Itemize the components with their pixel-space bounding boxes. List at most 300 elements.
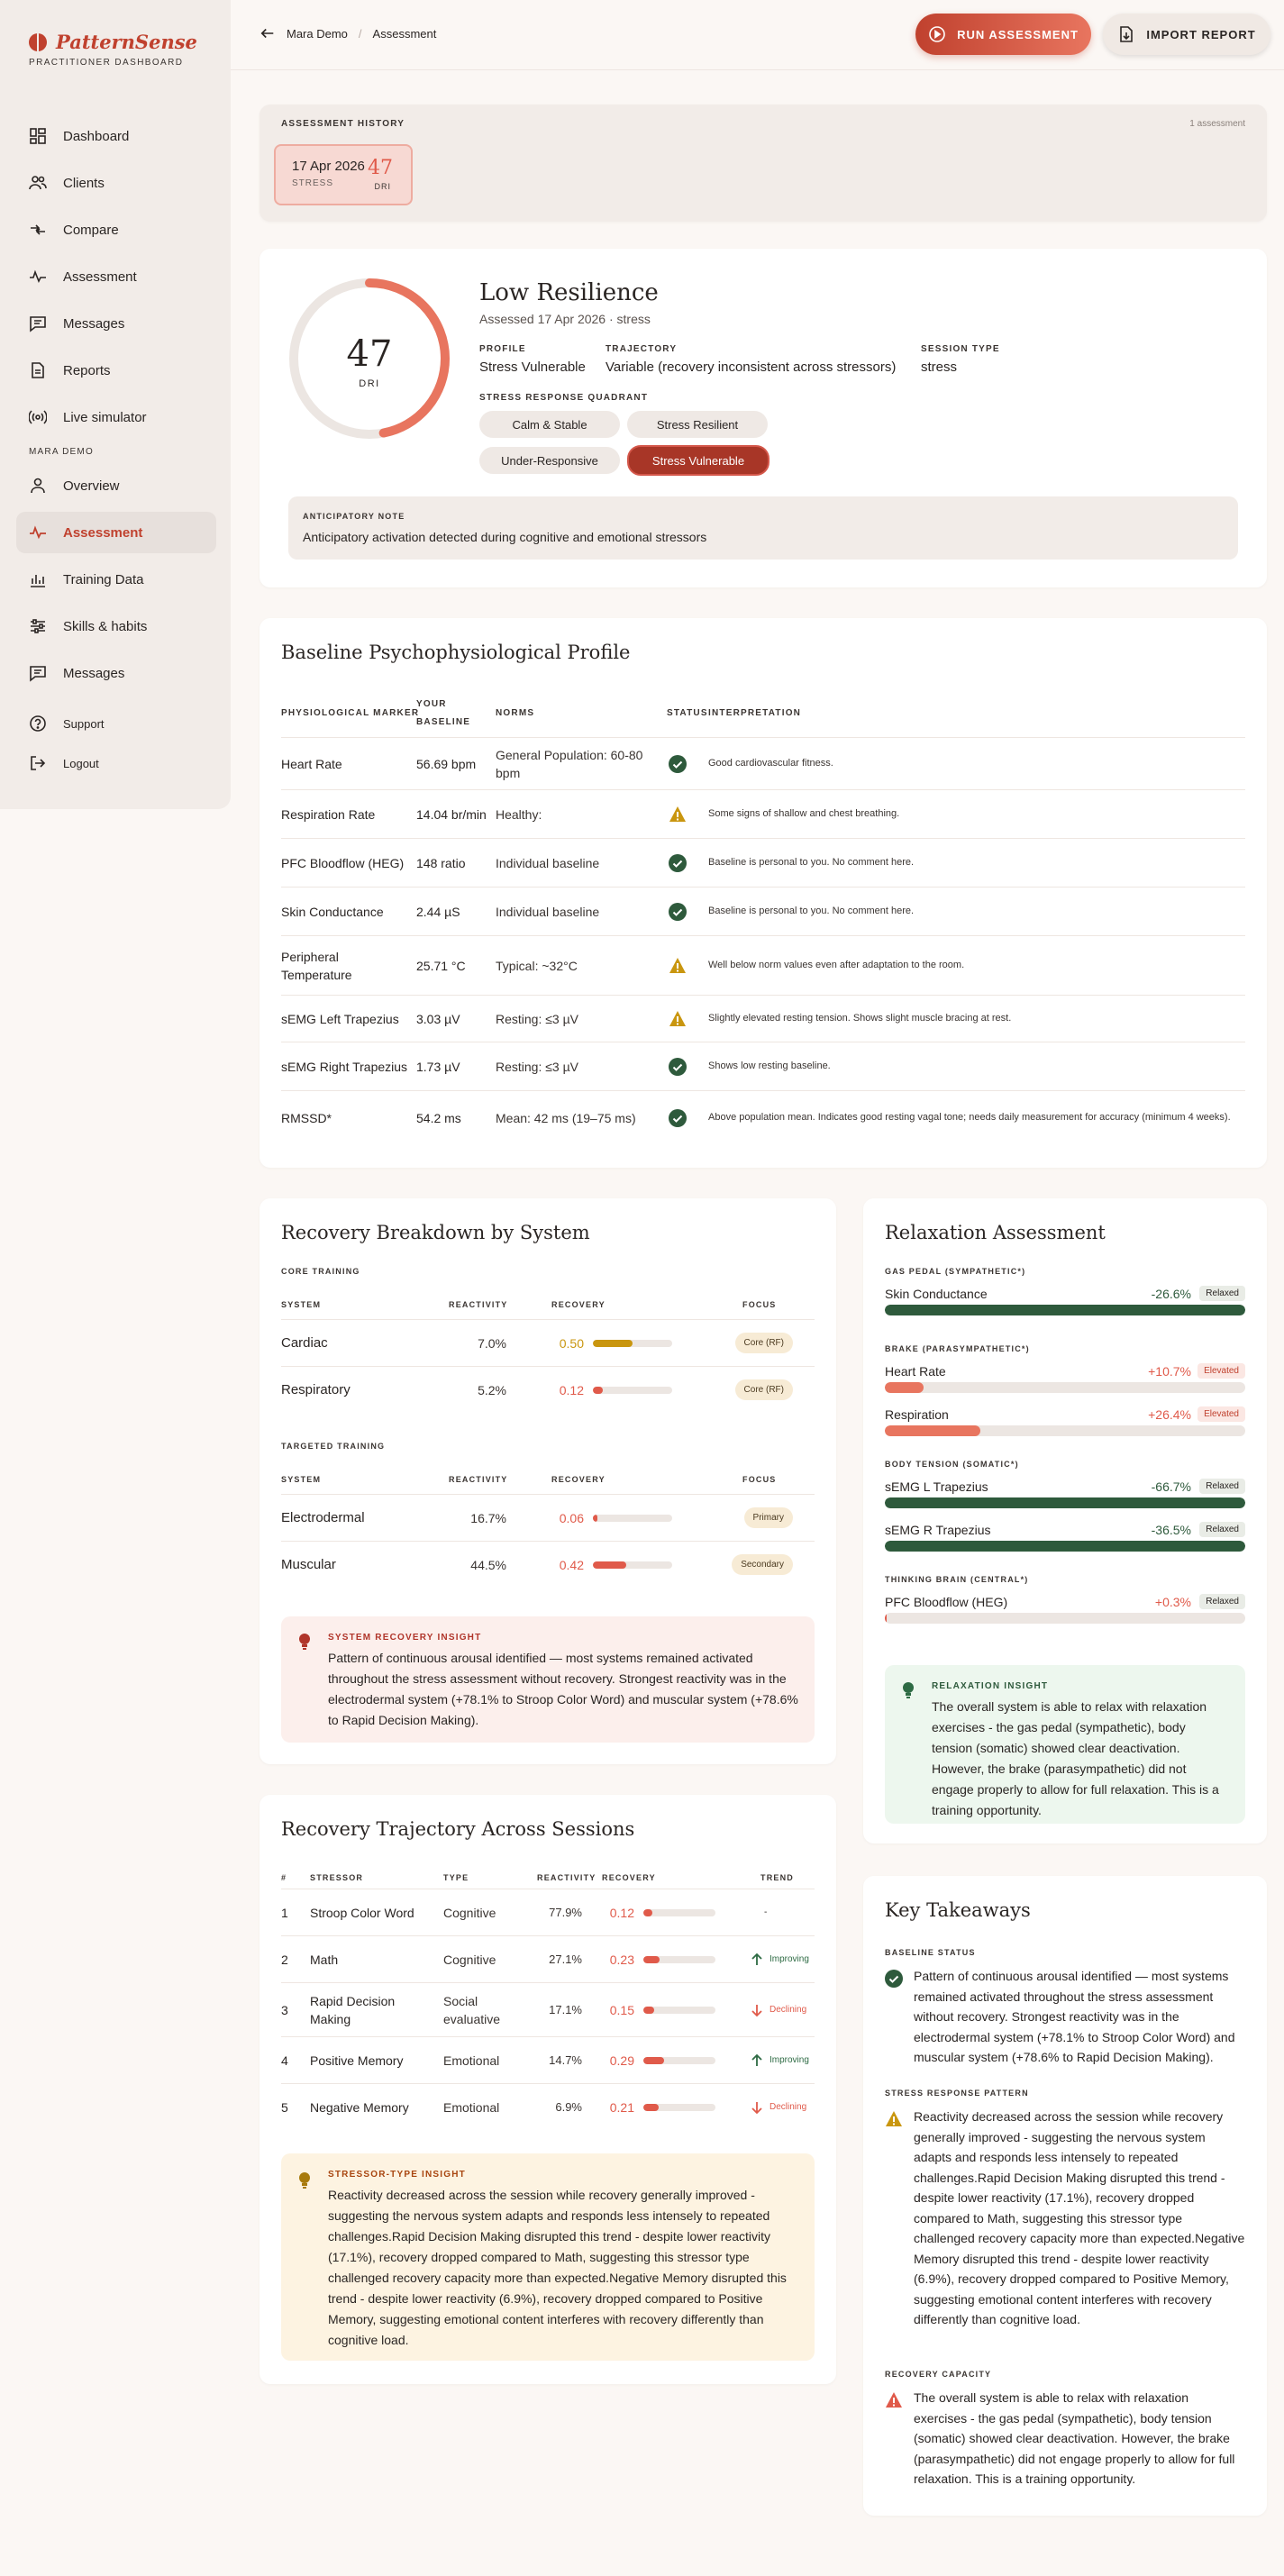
baseline-value: 25.71 °C: [416, 958, 466, 973]
nav-label: Dashboard: [63, 128, 130, 144]
nav-label: Logout: [63, 756, 99, 770]
recovery-bar: [593, 1515, 672, 1522]
reactivity-value: 16.7%: [470, 1510, 506, 1525]
trend-label: Declining: [769, 2102, 807, 2112]
relax-metric-value: -66.7%: [1151, 1479, 1191, 1494]
relaxation-title: Relaxation Assessment: [885, 1222, 1106, 1243]
check-circle-icon: [885, 1970, 903, 1988]
relax-metric-name: Heart Rate: [885, 1364, 946, 1379]
insight-text: Reactivity decreased across the session while recovery generally improved - suggesting the nervous system adapts and responds less intensely to repeated challenges.Rapid Decision Making disrupted this trend - despite lower reactivity (17.1%), recovery dropped compared to Math, suggesting this stressor type challenged recovery capacity more than expected.Negative Memory disrupted this trend - despite lower reactivity (6.9%), recovery dropped compared to Positive Memory, suggesting emotional content interferes with recovery differently than cognitive load.: [328, 2188, 787, 2347]
takeaway-text: Reactivity decreased across the session while recovery generally improved - suggesting the nervous system adapts and responds less intensely to repeated challenges.Rapid Decision Making disrupted this trend - despite lower reactivity (17.1%), recovery dropped compared to Math, suggesting this stressor type challenged recovery capacity more than expected.Negative Memory disrupted this trend - despite lower reactivity (6.9%), recovery dropped compared to Positive Memory, suggesting emotional content interferes with recovery differently than cognitive load.: [914, 2109, 1245, 2326]
reactivity-value: 5.2%: [478, 1382, 506, 1397]
run-assessment-label: RUN ASSESSMENT: [957, 27, 1079, 41]
takeaway-text: The overall system is able to relax with relaxation exercises - the gas pedal (sympathetic), body tension (somatic) showed clear deactivation. However, the brake (parasympathetic) did not engage properly to allow for full relaxation. This is a training opportunity.: [914, 2390, 1235, 2486]
focus-badge: Core (RF): [735, 1333, 793, 1353]
recovery-bar-fill: [593, 1515, 597, 1522]
col-stressor: STRESSOR: [310, 1873, 364, 1882]
recovery-bar-fill: [593, 1340, 633, 1347]
quadrant-label: STRESS RESPONSE QUADRANT: [479, 393, 649, 403]
history-label: ASSESSMENT HISTORY: [281, 119, 405, 129]
note-label: ANTICIPATORY NOTE: [303, 512, 405, 521]
relax-bar: [885, 1382, 1245, 1393]
report-icon: [29, 361, 47, 379]
interpretation-text: Slightly elevated resting tension. Shows slight muscle bracing at rest.: [708, 1013, 1012, 1024]
takeaway-label: BASELINE STATUS: [885, 1948, 976, 1957]
reactivity-value: 27.1%: [549, 1952, 582, 1966]
nav-label: Reports: [63, 362, 111, 378]
nav-clients[interactable]: [16, 162, 216, 204]
takeaway-text: Pattern of continuous arousal identified — most systems remained activated throughout the stress assessment without recovery. Strongest reactivity was in the electrodermal system (+78.1% to Stroop Color Word) and muscular system (+78.6% to Rapid Decision Making).: [914, 1969, 1235, 2064]
baseline-value: 148 ratio: [416, 855, 466, 870]
recovery-bar-fill: [643, 1909, 652, 1916]
broadcast-icon: [29, 408, 47, 426]
dri-gauge: [287, 276, 452, 441]
nav-label: Clients: [63, 175, 105, 191]
takeaway-label: RECOVERY CAPACITY: [885, 2370, 992, 2379]
stressor-name: Positive Memory: [310, 2053, 404, 2068]
norm-value: Resting: ≤3 µV: [496, 1059, 579, 1074]
recovery-bar: [643, 1909, 715, 1916]
system-recovery-insight: [281, 1616, 815, 1743]
relax-status-badge: Relaxed: [1199, 1522, 1245, 1537]
recovery-bar: [643, 2007, 715, 2014]
status-indicator: [669, 755, 687, 773]
col-reactivity: REACTIVITY: [537, 1873, 596, 1882]
top-bar: [231, 0, 1284, 70]
arrow-up-icon: [750, 1952, 764, 1967]
relax-bar-fill: [885, 1305, 1245, 1315]
norm-value: Healthy:: [496, 806, 542, 822]
grid-icon: [29, 127, 47, 145]
reactivity-value: 44.5%: [470, 1557, 506, 1572]
col-system: SYSTEM: [281, 1475, 322, 1484]
dri-score: 47: [346, 333, 393, 375]
relax-group-label: GAS PEDAL (SYMPATHETIC*): [885, 1267, 1026, 1276]
import-report-button[interactable]: [1103, 14, 1270, 55]
trajectory-row: [281, 1889, 815, 1935]
col-recovery: RECOVERY: [551, 1475, 606, 1484]
recovery-value: 0.06: [559, 1510, 584, 1525]
nav-assessment[interactable]: [16, 256, 216, 297]
row-number: 1: [281, 1905, 288, 1920]
takeaways-title: Key Takeaways: [885, 1899, 1031, 1921]
takeaway-status: [885, 2391, 903, 2409]
lightbulb-icon: [901, 1681, 915, 1699]
assessment-history: [260, 105, 1267, 222]
stressor-type: Cognitive: [443, 1905, 496, 1920]
baseline-row: [281, 1042, 1245, 1090]
marker-name: Peripheral Temperature: [281, 949, 352, 982]
interpretation-text: Shows low resting baseline.: [708, 1060, 831, 1071]
insight-label: RELAXATION INSIGHT: [932, 1681, 1049, 1691]
stressor-type-insight: [281, 2153, 815, 2361]
recovery-bar: [593, 1340, 672, 1347]
compare-icon: [29, 221, 47, 239]
system-name: Cardiac: [281, 1335, 328, 1351]
breadcrumb: [260, 25, 436, 41]
relax-group-label: BODY TENSION (SOMATIC*): [885, 1460, 1019, 1469]
system-row: [281, 1366, 815, 1413]
relax-bar-fill: [885, 1613, 887, 1624]
file-import-icon: [1117, 25, 1135, 43]
interpretation-text: Above population mean. Indicates good resting vagal tone; needs daily measurement for accuracy (minimum 4 weeks).: [708, 1112, 1231, 1123]
baseline-card: [260, 618, 1267, 1168]
col-baseline: YOUR BASELINE: [416, 699, 471, 727]
recovery-value: 0.21: [609, 2099, 634, 2115]
marker-name: Skin Conductance: [281, 904, 384, 919]
trend-indicator: [750, 2100, 815, 2115]
relax-metric-name: sEMG R Trapezius: [885, 1523, 991, 1537]
nav-client-assessment[interactable]: [16, 512, 216, 553]
nav-label: Overview: [63, 478, 120, 494]
trend-label: Improving: [769, 2055, 809, 2065]
nav-label: Assessment: [63, 269, 137, 285]
system-name: Respiratory: [281, 1382, 351, 1397]
assessed-subtitle: Assessed 17 Apr 2026 · stress: [479, 312, 651, 326]
baseline-value: 2.44 µS: [416, 904, 460, 919]
pulse-icon: [29, 523, 47, 542]
trajectory-field: [606, 344, 896, 375]
insight-label: SYSTEM RECOVERY INSIGHT: [328, 1633, 482, 1643]
relax-status-badge: Relaxed: [1199, 1286, 1245, 1301]
norm-value: Mean: 42 ms (19–75 ms): [496, 1110, 636, 1125]
check-circle-icon: [669, 1058, 687, 1076]
interpretation-text: Well below norm values even after adaptation to the room.: [708, 960, 965, 970]
trend-indicator: [750, 2003, 815, 2017]
relax-status-badge: Relaxed: [1199, 1479, 1245, 1494]
session-value: stress: [921, 360, 958, 375]
takeaway-label: STRESS RESPONSE PATTERN: [885, 2089, 1029, 2098]
row-number: 4: [281, 2053, 288, 2068]
relax-bar: [885, 1613, 1245, 1624]
import-report-label: IMPORT REPORT: [1146, 27, 1256, 41]
stressor-name: Math: [310, 1952, 339, 1967]
row-number: 5: [281, 2099, 288, 2115]
nav-messages[interactable]: [16, 303, 216, 344]
check-circle-icon: [669, 1109, 687, 1127]
recovery-value: 0.42: [559, 1557, 584, 1572]
col-recovery: RECOVERY: [602, 1873, 656, 1882]
trajectory-title: Recovery Trajectory Across Sessions: [281, 1818, 635, 1840]
relax-bar-fill: [885, 1497, 1245, 1508]
status-indicator: [669, 1109, 687, 1127]
relax-metric-value: +10.7%: [1148, 1364, 1191, 1379]
history-score: 47: [368, 157, 393, 179]
logout-icon: [29, 754, 47, 772]
nav-label: Skills & habits: [63, 618, 148, 634]
col-status: STATUS: [667, 708, 708, 718]
system-row: [281, 1494, 815, 1541]
marker-name: sEMG Right Trapezius: [281, 1059, 408, 1074]
note-text: Anticipatory activation detected during cognitive and emotional stressors: [303, 530, 707, 544]
baseline-value: 56.69 bpm: [416, 756, 477, 771]
marker-name: PFC Bloodflow (HEG): [281, 855, 405, 870]
relax-metric-value: -36.5%: [1151, 1523, 1191, 1537]
arrow-up-icon: [750, 2053, 764, 2068]
nav-section-label: MARA DEMO: [29, 447, 94, 457]
brand-name: PatternSense: [56, 31, 197, 53]
nav-label: Compare: [63, 222, 119, 238]
trend-label: Declining: [769, 2005, 807, 2015]
recovery-bar: [643, 2057, 715, 2064]
nav-overview[interactable]: [16, 465, 216, 506]
col-system: SYSTEM: [281, 1300, 322, 1309]
users-icon: [29, 174, 47, 192]
norm-value: Resting: ≤3 µV: [496, 1011, 579, 1026]
recovery-bar-fill: [643, 1956, 660, 1963]
profile-value: Stress Vulnerable: [479, 360, 586, 375]
relax-status-badge: Elevated: [1197, 1363, 1245, 1379]
relax-metric-value: +26.4%: [1148, 1407, 1191, 1422]
nav-client-messages[interactable]: [16, 652, 216, 694]
recovery-bar: [593, 1387, 672, 1394]
recovery-value: 0.12: [559, 1382, 584, 1397]
baseline-value: 3.03 µV: [416, 1011, 460, 1026]
brand-logo[interactable]: [29, 31, 197, 53]
history-unit: DRI: [374, 182, 391, 191]
recovery-bar-fill: [593, 1387, 603, 1394]
norm-value: General Population: 60-80 bpm: [496, 747, 643, 780]
relax-bar-fill: [885, 1382, 924, 1393]
relax-status-badge: Relaxed: [1199, 1594, 1245, 1609]
status-indicator: [669, 903, 687, 921]
relax-bar: [885, 1425, 1245, 1436]
warning-triangle-icon: [669, 806, 687, 824]
col-number: #: [281, 1873, 287, 1882]
baseline-row: [281, 995, 1245, 1042]
quadrant-calm-stable[interactable]: Calm & Stable: [479, 411, 620, 438]
stressor-type: Emotional: [443, 2099, 500, 2115]
recovery-title: Recovery Breakdown by System: [281, 1222, 590, 1243]
warning-triangle-icon: [669, 1010, 687, 1028]
user-icon: [29, 477, 47, 495]
baseline-value: 14.04 br/min: [416, 806, 487, 822]
nav-reports[interactable]: [16, 350, 216, 391]
pulse-icon: [29, 268, 47, 286]
quadrant-under-responsive[interactable]: Under-Responsive: [479, 447, 620, 474]
stressor-type: Cognitive: [443, 1952, 496, 1967]
marker-name: sEMG Left Trapezius: [281, 1011, 399, 1026]
run-assessment-button[interactable]: [915, 14, 1091, 55]
row-number: 3: [281, 2002, 288, 2017]
lightbulb-icon: [297, 1633, 312, 1651]
recovery-bar: [643, 1956, 715, 1963]
nav-label: Support: [63, 716, 105, 731]
relax-metric-name: PFC Bloodflow (HEG): [885, 1595, 1008, 1609]
relax-bar: [885, 1497, 1245, 1508]
arrow-down-icon: [750, 2100, 764, 2115]
recovery-value: 0.15: [609, 2002, 634, 2017]
insight-text: The overall system is able to relax with relaxation exercises - the gas pedal (sympathetic), body tension (somatic) showed clear deactivation. However, the brake (parasympathetic) did not engage properly to allow for full relaxation. This is a training opportunity.: [932, 1699, 1219, 1817]
help-icon: [29, 715, 47, 733]
recovery-value: 0.12: [609, 1905, 634, 1920]
back-arrow-icon[interactable]: [260, 25, 276, 41]
warning-triangle-icon: [669, 957, 687, 975]
sliders-icon: [29, 617, 47, 635]
nav-label: Assessment: [63, 524, 143, 541]
message-icon: [29, 664, 47, 682]
baseline-row: [281, 887, 1245, 935]
reactivity-value: 7.0%: [478, 1335, 506, 1351]
stressor-name: Rapid Decision Making: [310, 1993, 396, 2026]
stressor-type: Social evaluative: [443, 1993, 501, 2026]
marker-name: Respiration Rate: [281, 806, 376, 822]
relax-metric-value: +0.3%: [1154, 1595, 1191, 1609]
message-icon: [29, 314, 47, 332]
recovery-bar-fill: [593, 1561, 626, 1569]
reactivity-value: 77.9%: [549, 1906, 582, 1919]
relax-metric-value: -26.6%: [1151, 1287, 1191, 1301]
relax-metric-name: sEMG L Trapezius: [885, 1479, 988, 1494]
logo-icon: [29, 33, 47, 51]
chart-icon: [29, 570, 47, 588]
recovery-bar-fill: [643, 2104, 659, 2111]
status-indicator: [669, 1058, 687, 1076]
history-count: 1 assessment: [1189, 119, 1245, 129]
system-row: [281, 1541, 815, 1588]
stressor-name: Stroop Color Word: [310, 1905, 414, 1920]
interpretation-text: Baseline is personal to you. No comment here.: [708, 857, 915, 868]
nav-dashboard[interactable]: [16, 115, 216, 157]
recovery-bar-fill: [643, 2057, 664, 2064]
interpretation-text: Some signs of shallow and chest breathing.: [708, 808, 900, 819]
col-reactivity: REACTIVITY: [449, 1475, 508, 1484]
dri-unit: DRI: [359, 378, 380, 389]
trajectory-label: TRAJECTORY: [606, 344, 678, 354]
relax-bar: [885, 1305, 1245, 1315]
nav-label: Training Data: [63, 571, 144, 587]
reactivity-value: 17.1%: [549, 2003, 582, 2016]
col-norms: NORMS: [496, 708, 535, 718]
baseline-row: [281, 737, 1245, 789]
status-indicator: [669, 806, 687, 824]
trend-indicator: [750, 2053, 815, 2068]
interpretation-text: Baseline is personal to you. No comment here.: [708, 906, 915, 916]
quadrant-stress-vulnerable[interactable]: Stress Vulnerable: [627, 445, 769, 476]
play-circle-icon: [928, 25, 946, 43]
baseline-row: [281, 838, 1245, 887]
alert-triangle-icon: [885, 2391, 903, 2409]
core-training-label: CORE TRAINING: [281, 1267, 360, 1276]
relaxation-insight: [885, 1665, 1245, 1824]
relax-status-badge: Elevated: [1197, 1406, 1245, 1422]
col-recovery: RECOVERY: [551, 1300, 606, 1309]
col-reactivity: REACTIVITY: [449, 1300, 508, 1309]
trend-label: Improving: [769, 1954, 809, 1964]
reactivity-value: 6.9%: [555, 2100, 582, 2114]
col-focus: FOCUS: [742, 1300, 777, 1309]
nav-label: Messages: [63, 315, 125, 332]
recovery-value: 0.50: [559, 1335, 584, 1351]
history-date: 17 Apr 2026: [292, 159, 365, 174]
norm-value: Individual baseline: [496, 855, 600, 870]
nav-live-simulator[interactable]: [16, 396, 216, 438]
status-indicator: [669, 957, 687, 975]
stressor-name: Negative Memory: [310, 2099, 409, 2115]
nav-logout[interactable]: [16, 742, 216, 784]
nav-compare[interactable]: [16, 209, 216, 250]
col-focus: FOCUS: [742, 1475, 777, 1484]
baseline-row: [281, 1090, 1245, 1144]
session-label: SESSION TYPE: [921, 344, 1000, 354]
quadrant-stress-resilient[interactable]: Stress Resilient: [627, 411, 768, 438]
profile-field: [479, 344, 586, 375]
recovery-value: 0.29: [609, 2053, 634, 2068]
insight-text: Pattern of continuous arousal identified — most systems remained activated throughout the stress assessment without recovery. Strongest reactivity was in the electrodermal system (+78.1% to Stroop Color Word) and muscular system (+78.6% to Rapid Decision Making).: [328, 1651, 798, 1727]
trajectory-row: [281, 2083, 815, 2130]
history-type: STRESS: [292, 178, 334, 188]
takeaways-card: [863, 1876, 1267, 2516]
anticipatory-note: [288, 496, 1238, 560]
trend-label: -: [764, 1907, 768, 1917]
system-row: [281, 1319, 815, 1366]
baseline-title: Baseline Psychophysiological Profile: [281, 642, 631, 663]
recovery-bar-fill: [643, 2007, 654, 2014]
history-item[interactable]: [274, 144, 413, 205]
trajectory-row: [281, 1935, 815, 1982]
stressor-type: Emotional: [443, 2053, 500, 2068]
breadcrumb-current: Assessment: [372, 26, 437, 41]
focus-badge: Secondary: [732, 1554, 793, 1575]
relax-bar-fill: [885, 1541, 1245, 1552]
recovery-bar: [593, 1561, 672, 1569]
trajectory-row: [281, 2036, 815, 2083]
takeaway-status: [885, 2110, 903, 2128]
baseline-row: [281, 789, 1245, 838]
trend-indicator: [750, 1907, 815, 1917]
profile-label: PROFILE: [479, 344, 526, 354]
check-circle-icon: [669, 854, 687, 872]
norm-value: Typical: ~32°C: [496, 958, 578, 973]
baseline-value: 1.73 µV: [416, 1059, 460, 1074]
status-indicator: [669, 1010, 687, 1028]
focus-badge: Primary: [744, 1507, 793, 1528]
warning-triangle-icon: [885, 2110, 903, 2128]
marker-name: RMSSD*: [281, 1110, 332, 1125]
check-circle-icon: [669, 903, 687, 921]
relax-group-label: BRAKE (PARASYMPATHETIC*): [885, 1344, 1030, 1353]
system-name: Muscular: [281, 1557, 336, 1572]
col-trend: TREND: [760, 1873, 794, 1882]
breadcrumb-client[interactable]: Mara Demo: [287, 26, 348, 41]
system-name: Electrodermal: [281, 1510, 365, 1525]
marker-name: Heart Rate: [281, 756, 342, 771]
lightbulb-icon: [297, 2171, 312, 2189]
col-interpretation: INTERPRETATION: [708, 708, 802, 718]
relax-bar-fill: [885, 1425, 980, 1436]
row-number: 2: [281, 1952, 288, 1967]
nav-label: Messages: [63, 665, 125, 681]
relax-group-label: THINKING BRAIN (CENTRAL*): [885, 1575, 1029, 1584]
trajectory-value: Variable (recovery inconsistent across stressors): [606, 360, 897, 375]
breadcrumb-separator: /: [358, 26, 362, 41]
baseline-row: [281, 935, 1245, 995]
check-circle-icon: [669, 755, 687, 773]
sidebar: [0, 0, 231, 809]
nav-training-data[interactable]: [16, 559, 216, 600]
recovery-bar: [643, 2104, 715, 2111]
nav-support[interactable]: [16, 703, 216, 744]
status-indicator: [669, 854, 687, 872]
relax-metric-name: Skin Conductance: [885, 1287, 988, 1301]
nav-label: Live simulator: [63, 409, 147, 425]
col-marker: PHYSIOLOGICAL MARKER: [281, 708, 420, 718]
norm-value: Individual baseline: [496, 904, 600, 919]
brand-subtitle: PRACTITIONER DASHBOARD: [29, 58, 184, 68]
trajectory-row: [281, 1982, 815, 2036]
nav-skills-habits[interactable]: [16, 605, 216, 647]
trajectory-card: [260, 1795, 836, 2384]
